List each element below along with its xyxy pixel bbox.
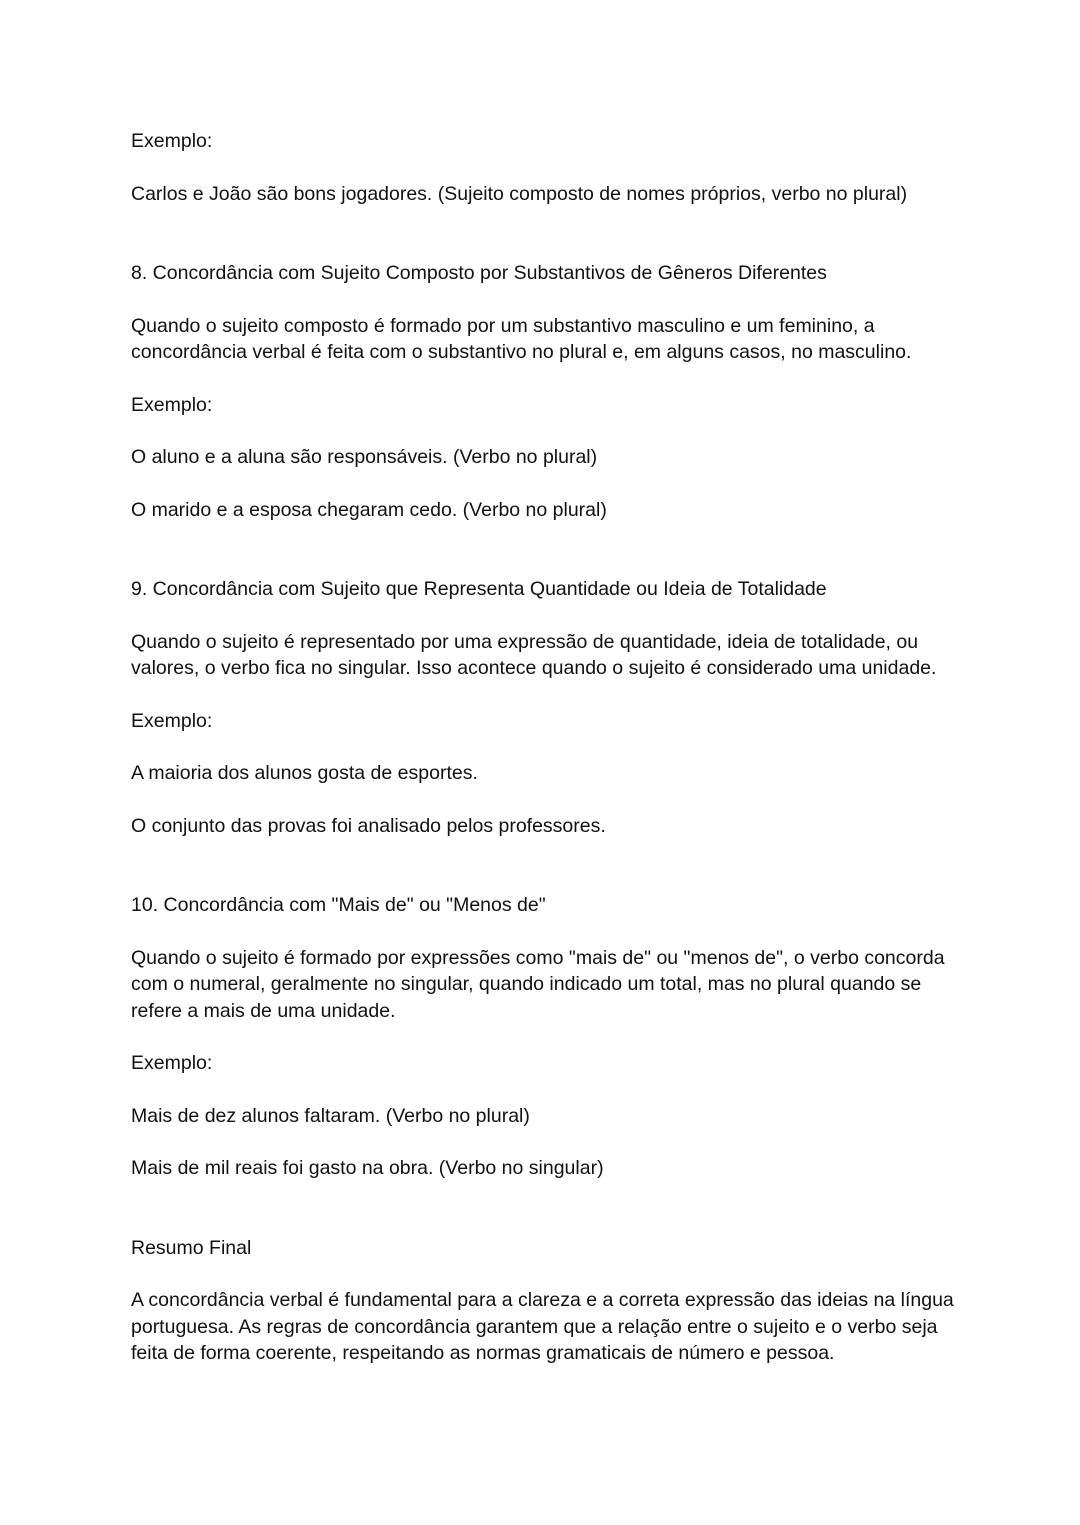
example-label: Exemplo: [131,130,213,152]
section-10 [131,892,961,1182]
document-page [131,128,961,1393]
section-spacer [131,233,961,260]
summary-body: A concordância verbal é fundamental para a clareza e a correta expressão das ideias na língua portuguesa. As regras de concordância garantem que a relação entre o sujeito e o verbo seja feita de forma coerente, respeitando as normas gramaticais de número e pessoa. [131,1289,954,1364]
section-9 [131,576,961,839]
section-heading: 9. Concordância com Sujeito que Representa Quantidade ou Ideia de Totalidade [131,578,827,600]
example-sentence: O marido e a esposa chegaram cedo. (Verbo no plural) [131,498,607,521]
section-heading: 10. Concordância com "Mais de" ou "Menos de" [131,894,546,916]
example-label: Exemplo: [131,393,213,416]
section-8 [131,260,961,523]
section-body: Quando o sujeito é formado por expressões como "mais de" ou "menos de", o verbo concorda com o numeral, geralmente no singular, quando indicado um total, mas no plural quando se refere a mais de uma unidade. [131,946,945,1022]
example-sentence: Mais de mil reais foi gasto na obra. (Verbo no singular) [131,1157,604,1179]
summary-section [131,1235,961,1367]
section-spacer [131,865,961,892]
section-spacer [131,1208,961,1235]
section-heading: 8. Concordância com Sujeito Composto por Substantivos de Gêneros Diferentes [131,262,827,284]
example-sentence: O conjunto das provas foi analisado pelos professores. [131,814,606,837]
example-sentence: Mais de dez alunos faltaram. (Verbo no plural) [131,1104,530,1127]
section-spacer [131,549,961,576]
example-label: Exemplo: [131,709,213,732]
summary-heading: Resumo Final [131,1236,252,1259]
example-sentence: Carlos e João são bons jogadores. (Sujeito composto de nomes próprios, verbo no plural) [131,182,908,205]
section-body: Quando o sujeito é representado por uma expressão de quantidade, ideia de totalidade, ou valores, o verbo fica no singular. Isso acontece quando o sujeito é considerado uma unidade. [131,630,937,679]
example-sentence: O aluno e a aluna são responsáveis. (Verbo no plural) [131,446,598,468]
section-body: Quando o sujeito composto é formado por um substantivo masculino e um feminino, a concordância verbal é feita com o substantivo no plural e, em alguns casos, no masculino. [131,314,912,363]
example-label: Exemplo: [131,1052,213,1074]
example-sentence: A maioria dos alunos gosta de esportes. [131,762,478,784]
